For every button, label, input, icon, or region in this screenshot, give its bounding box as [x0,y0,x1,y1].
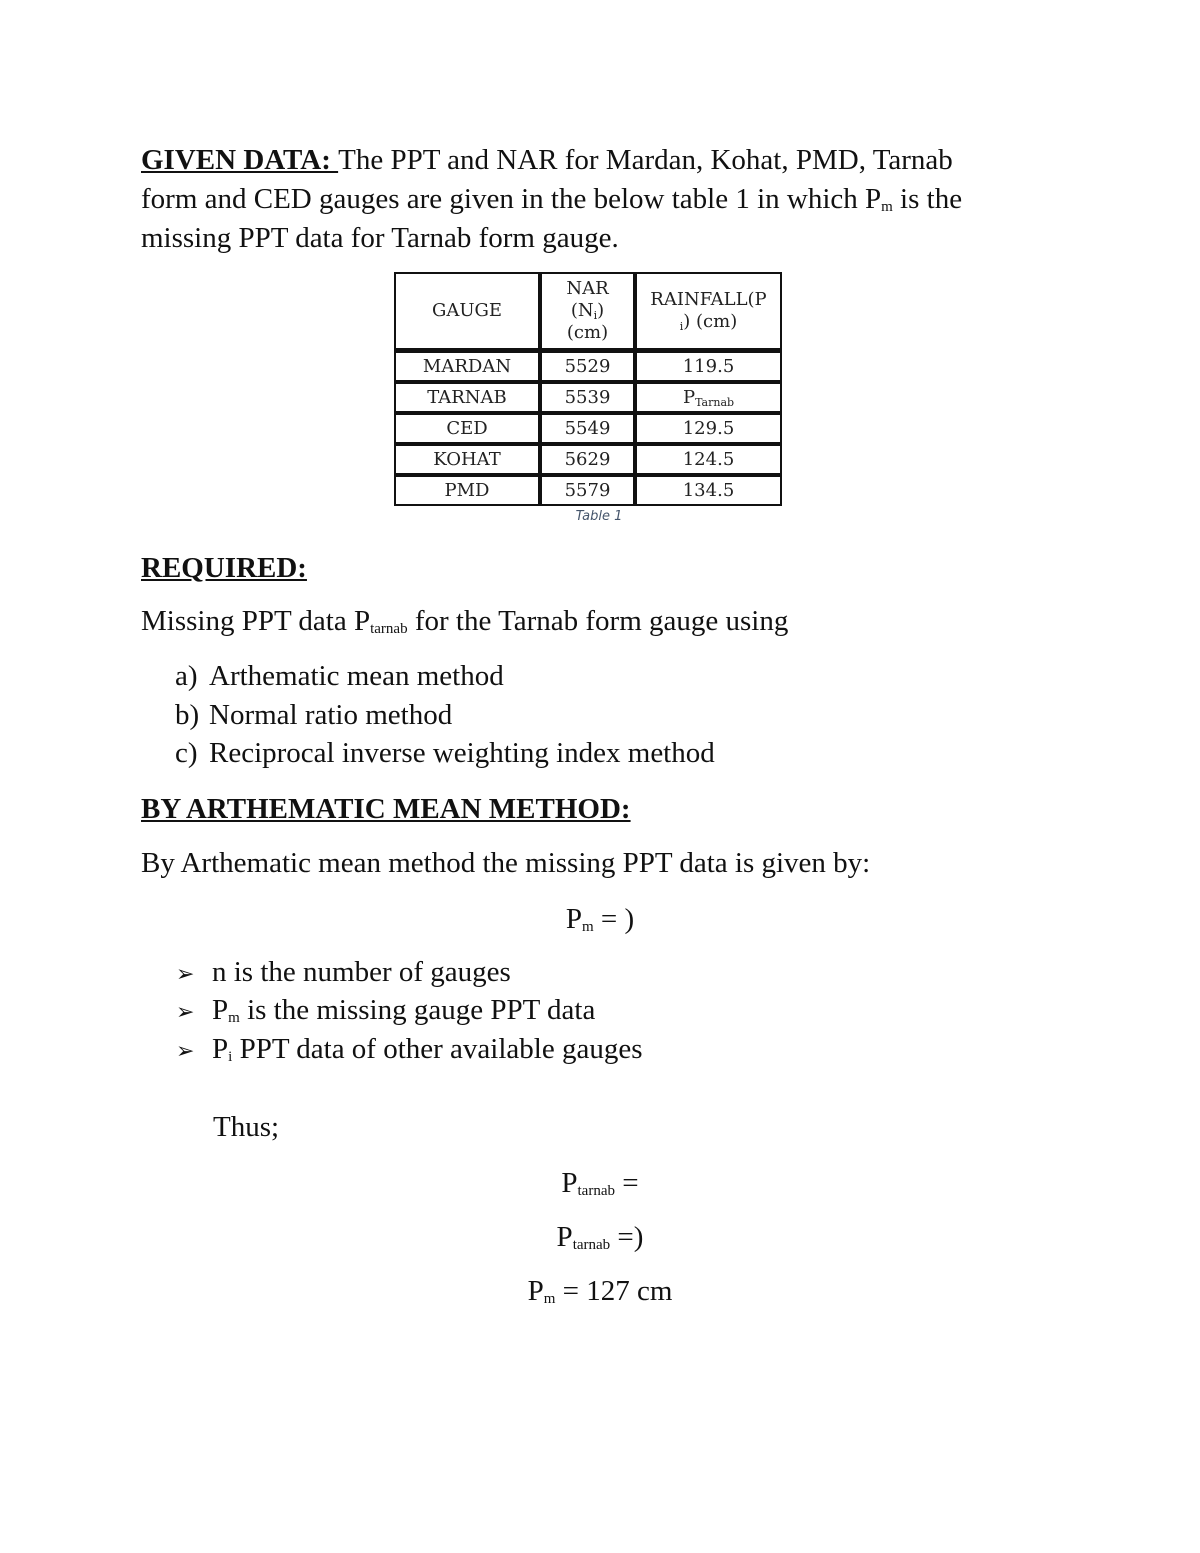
list-item-text: Arthematic mean method [209,660,504,692]
cell-gauge: TARNAB [394,382,540,413]
subscript: m [581,919,594,935]
formula-symbol: P [565,903,582,935]
given-data-paragraph [141,141,1041,258]
header-nar-line-1: NAR [566,278,609,299]
given-line-3: missing PPT data for Tarnab form gauge. [141,222,619,254]
cell-rainfall-symbol: P [682,387,696,408]
given-line-2-end: is the [892,183,963,215]
arithmetic-heading: BY ARTHEMATIC MEAN METHOD: [141,793,631,825]
gauge-data-table [394,272,782,506]
arrow-bullet-icon: ➢ [176,962,195,987]
arithmetic-heading-line [141,790,1041,829]
cell-nar: 5529 [540,350,635,382]
list-item-text: Reciprocal inverse weighting index method [209,737,715,769]
formula-rest: = ) [593,903,635,935]
required-heading-line [141,549,1041,588]
equation-2 [0,1218,1200,1257]
thus-text: Thus; [213,1111,280,1143]
header-nar-close: ) [597,300,605,321]
header-rainfall-unit: ) (cm) [683,311,738,332]
result-equation [0,1272,1200,1311]
equation-1 [0,1164,1200,1203]
table-row [394,444,782,475]
header-rainfall-line-2 [637,311,780,333]
subscript: i [228,1049,233,1065]
given-line-2 [141,180,1041,219]
table-row [394,382,782,413]
subscript: tarnab [572,1237,611,1253]
cell-rainfall: 129.5 [635,413,782,444]
arrow-bullet-icon: ➢ [176,1000,195,1025]
cell-nar: 5579 [540,475,635,506]
required-heading: REQUIRED: [141,552,307,584]
list-item [175,657,504,696]
subscript: tarnab [370,621,408,637]
header-nar-unit: (cm) [566,322,609,343]
cell-rainfall [635,382,782,413]
cell-gauge: MARDAN [394,350,540,382]
subscript: m [881,199,893,215]
bullet-item [176,1030,643,1071]
given-line-1 [141,141,1041,180]
subscript: i [679,320,684,333]
cell-rainfall: 134.5 [635,475,782,506]
cell-rainfall: 124.5 [635,444,782,475]
bullet-text: n is the number of gauges [212,956,511,988]
bullet-text: is the missing gauge PPT data [239,994,596,1026]
cell-nar: 5539 [540,382,635,413]
arithmetic-intro: By Arthematic mean method the missing PPT data is given by: [141,847,871,879]
subscript: m [543,1291,556,1307]
bullet-item [176,953,511,994]
list-marker: a) [175,660,198,692]
required-text [141,602,1041,641]
table-row [394,350,782,382]
list-item [175,696,452,735]
subscript: Tarnab [695,396,735,409]
bullet-item [176,991,595,1032]
header-nar-line-2 [542,300,633,322]
given-data-heading: GIVEN DATA: [141,144,339,176]
given-line-2-text: form and CED gauges are given in the below table 1 in which P [141,183,882,215]
cell-gauge: CED [394,413,540,444]
arrow-bullet-icon: ➢ [176,1039,195,1064]
given-line-1-text: The PPT and NAR for Mardan, Kohat, PMD, Tarnab [338,144,953,176]
cell-nar: 5629 [540,444,635,475]
bullet-symbol: P [212,1033,229,1065]
cell-gauge: KOHAT [394,444,540,475]
header-gauge: GAUGE [394,272,540,350]
header-rainfall [635,272,782,350]
header-nar-text: (N [570,300,594,321]
table-caption: Table 1 [575,509,623,524]
header-rainfall-line-1: RAINFALL(P [650,289,767,310]
subscript: m [228,1010,240,1026]
table-row [394,475,782,506]
result-value: = 127 cm [555,1275,673,1307]
header-nar [540,272,635,350]
cell-nar: 5549 [540,413,635,444]
cell-gauge: PMD [394,475,540,506]
list-item-text: Normal ratio method [209,699,453,731]
subscript: i [593,309,598,322]
bullet-symbol: P [212,994,229,1026]
cell-rainfall: 119.5 [635,350,782,382]
bullet-text: PPT data of other available gauges [232,1033,643,1065]
equation-rest: =) [610,1221,644,1253]
equation-rest: = [615,1167,639,1199]
equation-symbol: P [556,1221,573,1253]
required-text-end: for the Tarnab form gauge using [407,605,789,637]
formula [0,900,1200,939]
list-marker: c) [175,737,198,769]
equation-symbol: P [527,1275,544,1307]
list-item [175,734,715,773]
list-marker: b) [175,699,200,731]
table-header-row [394,272,782,350]
equation-symbol: P [561,1167,578,1199]
required-text-start: Missing PPT data P [141,605,371,637]
table-row [394,413,782,444]
subscript: tarnab [577,1183,615,1199]
